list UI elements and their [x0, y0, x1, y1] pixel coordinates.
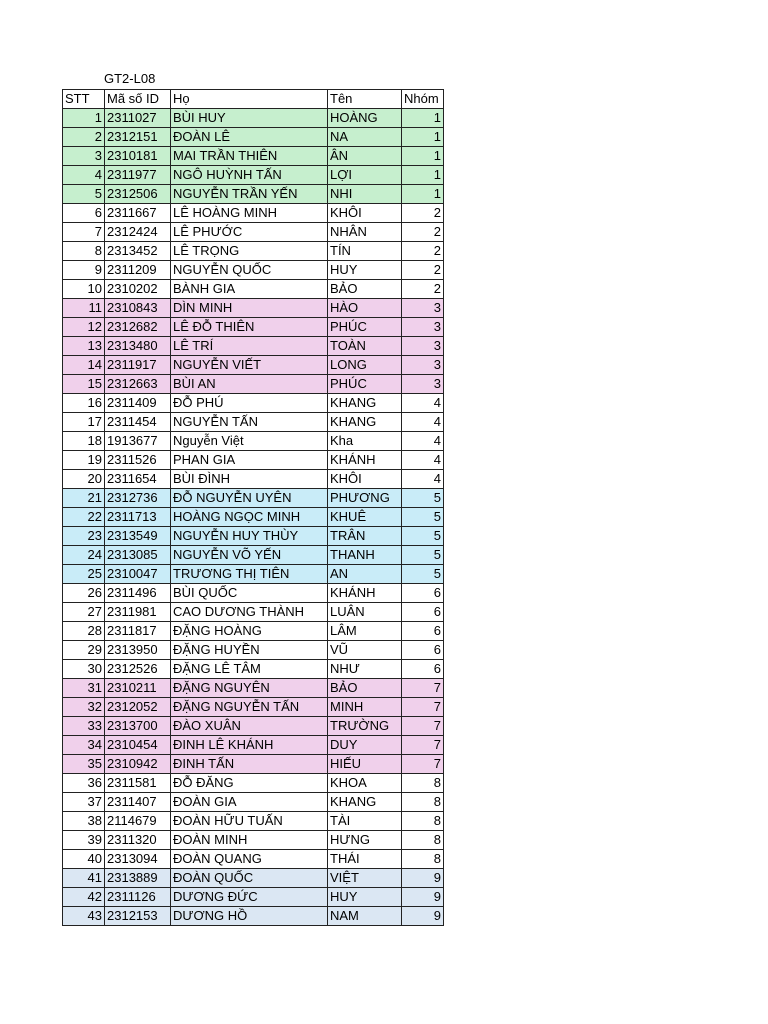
cell-ho[interactable]: LÊ HOÀNG MINH [171, 204, 328, 223]
cell-stt[interactable]: 17 [63, 413, 105, 432]
cell-ten[interactable]: VIỆT [328, 869, 402, 888]
cell-stt[interactable]: 19 [63, 451, 105, 470]
cell-id[interactable]: 2114679 [105, 812, 171, 831]
cell-stt[interactable]: 36 [63, 774, 105, 793]
table-row [63, 660, 444, 679]
cell-ho[interactable]: DƯƠNG ĐỨC [171, 888, 328, 907]
cell-ho[interactable]: CAO DƯƠNG THÀNH [171, 603, 328, 622]
cell-id[interactable]: 2313700 [105, 717, 171, 736]
cell-stt[interactable]: 14 [63, 356, 105, 375]
cell-stt[interactable]: 38 [63, 812, 105, 831]
header-ten[interactable]: Tên [328, 90, 402, 109]
table-row [63, 299, 444, 318]
cell-id[interactable]: 2311126 [105, 888, 171, 907]
cell-nhom[interactable]: 4 [402, 394, 444, 413]
cell-stt[interactable]: 24 [63, 546, 105, 565]
cell-id[interactable]: 2313085 [105, 546, 171, 565]
cell-ten[interactable]: KHUÊ [328, 508, 402, 527]
cell-id[interactable]: 2311713 [105, 508, 171, 527]
cell-nhom[interactable]: 3 [402, 318, 444, 337]
table-row [63, 869, 444, 888]
cell-nhom[interactable]: 1 [402, 128, 444, 147]
cell-id[interactable]: 2311981 [105, 603, 171, 622]
table-row [63, 831, 444, 850]
cell-stt[interactable]: 12 [63, 318, 105, 337]
cell-nhom[interactable]: 7 [402, 717, 444, 736]
cell-ten[interactable]: DUY [328, 736, 402, 755]
cell-ten[interactable]: HÀO [328, 299, 402, 318]
cell-ten[interactable]: AN [328, 565, 402, 584]
cell-id[interactable]: 2313950 [105, 641, 171, 660]
cell-stt[interactable]: 25 [63, 565, 105, 584]
cell-id[interactable]: 2311977 [105, 166, 171, 185]
cell-ho[interactable]: ĐẶNG HOÀNG [171, 622, 328, 641]
table-row [63, 736, 444, 755]
cell-id[interactable]: 2311654 [105, 470, 171, 489]
cell-id[interactable]: 2311409 [105, 394, 171, 413]
cell-id[interactable]: 2311454 [105, 413, 171, 432]
cell-stt[interactable]: 8 [63, 242, 105, 261]
cell-id[interactable]: 2310211 [105, 679, 171, 698]
cell-ho[interactable]: HOÀNG NGỌC MINH [171, 508, 328, 527]
cell-ho[interactable]: NGUYỄN TẤN [171, 413, 328, 432]
cell-id[interactable]: 2310454 [105, 736, 171, 755]
cell-id[interactable]: 2310047 [105, 565, 171, 584]
cell-ho[interactable]: BÙI QUỐC [171, 584, 328, 603]
table-row [63, 679, 444, 698]
table-row [63, 109, 444, 128]
cell-ho[interactable]: ĐOÀN QUANG [171, 850, 328, 869]
cell-ten[interactable]: HUY [328, 888, 402, 907]
cell-ten[interactable]: KHÁNH [328, 584, 402, 603]
cell-id[interactable]: 2312052 [105, 698, 171, 717]
cell-nhom[interactable]: 8 [402, 793, 444, 812]
table-row [63, 850, 444, 869]
cell-stt[interactable]: 34 [63, 736, 105, 755]
cell-ho[interactable]: DƯƠNG HỒ [171, 907, 328, 926]
cell-ho[interactable]: ĐOÀN LÊ [171, 128, 328, 147]
cell-id[interactable]: 2311817 [105, 622, 171, 641]
cell-ten[interactable]: THANH [328, 546, 402, 565]
cell-nhom[interactable]: 5 [402, 489, 444, 508]
cell-ten[interactable]: KHÔI [328, 204, 402, 223]
table-row [63, 793, 444, 812]
cell-ho[interactable]: ĐÀO XUÂN [171, 717, 328, 736]
cell-id[interactable]: 2311526 [105, 451, 171, 470]
table-row [63, 565, 444, 584]
cell-ho[interactable]: LÊ PHƯỚC [171, 223, 328, 242]
cell-ten[interactable]: LONG [328, 356, 402, 375]
cell-id[interactable]: 2312736 [105, 489, 171, 508]
cell-stt[interactable]: 40 [63, 850, 105, 869]
roster-table [62, 89, 444, 926]
cell-id[interactable]: 2310843 [105, 299, 171, 318]
cell-ho[interactable]: LÊ ĐỖ THIÊN [171, 318, 328, 337]
cell-stt[interactable]: 43 [63, 907, 105, 926]
cell-nhom[interactable]: 1 [402, 147, 444, 166]
cell-ho[interactable]: BÙI AN [171, 375, 328, 394]
cell-id[interactable]: 2313094 [105, 850, 171, 869]
table-row [63, 166, 444, 185]
cell-nhom[interactable]: 8 [402, 850, 444, 869]
cell-stt[interactable]: 41 [63, 869, 105, 888]
table-row [63, 888, 444, 907]
cell-nhom[interactable]: 2 [402, 261, 444, 280]
cell-ten[interactable]: BẢO [328, 280, 402, 299]
table-row [63, 147, 444, 166]
cell-stt[interactable]: 37 [63, 793, 105, 812]
cell-id[interactable]: 2312506 [105, 185, 171, 204]
table-row [63, 356, 444, 375]
cell-ten[interactable]: THÁI [328, 850, 402, 869]
cell-nhom[interactable]: 1 [402, 166, 444, 185]
cell-ho[interactable]: ĐẶNG HUYỀN [171, 641, 328, 660]
cell-nhom[interactable]: 4 [402, 413, 444, 432]
cell-stt[interactable]: 10 [63, 280, 105, 299]
cell-ho[interactable]: ĐOÀN MINH [171, 831, 328, 850]
table-row [63, 584, 444, 603]
cell-stt[interactable]: 32 [63, 698, 105, 717]
table-row [63, 603, 444, 622]
cell-ho[interactable]: ĐOÀN QUỐC [171, 869, 328, 888]
table-row [63, 755, 444, 774]
cell-ten[interactable]: HOÀNG [328, 109, 402, 128]
cell-stt[interactable]: 3 [63, 147, 105, 166]
cell-ho[interactable]: BÀNH GIA [171, 280, 328, 299]
cell-nhom[interactable]: 5 [402, 527, 444, 546]
cell-ho[interactable]: ĐẶNG NGUYÊN [171, 679, 328, 698]
cell-id[interactable]: 2313480 [105, 337, 171, 356]
cell-stt[interactable]: 18 [63, 432, 105, 451]
cell-ten[interactable]: LỢI [328, 166, 402, 185]
cell-id[interactable]: 2310942 [105, 755, 171, 774]
table-row [63, 508, 444, 527]
table-row [63, 470, 444, 489]
cell-stt[interactable]: 28 [63, 622, 105, 641]
cell-ten[interactable]: PHƯƠNG [328, 489, 402, 508]
cell-ho[interactable]: ĐỖ PHÚ [171, 394, 328, 413]
cell-ho[interactable]: NGÔ HUỲNH TẤN [171, 166, 328, 185]
cell-ho[interactable]: ĐỖ ĐĂNG [171, 774, 328, 793]
cell-nhom[interactable]: 6 [402, 660, 444, 679]
table-row [63, 223, 444, 242]
cell-nhom[interactable]: 1 [402, 109, 444, 128]
cell-ho[interactable]: BÙI ĐÌNH [171, 470, 328, 489]
cell-nhom[interactable]: 9 [402, 907, 444, 926]
cell-stt[interactable]: 1 [63, 109, 105, 128]
cell-ten[interactable]: NAM [328, 907, 402, 926]
cell-stt[interactable]: 2 [63, 128, 105, 147]
table-row [63, 375, 444, 394]
cell-ten[interactable]: Kha [328, 432, 402, 451]
cell-stt[interactable]: 5 [63, 185, 105, 204]
cell-stt[interactable]: 23 [63, 527, 105, 546]
table-row [63, 128, 444, 147]
cell-ten[interactable]: HIẾU [328, 755, 402, 774]
cell-stt[interactable]: 22 [63, 508, 105, 527]
cell-nhom[interactable]: 2 [402, 223, 444, 242]
cell-ten[interactable]: PHÚC [328, 318, 402, 337]
table-row [63, 337, 444, 356]
table-row [63, 318, 444, 337]
table-row [63, 204, 444, 223]
cell-ho[interactable]: ĐINH LÊ KHÁNH [171, 736, 328, 755]
cell-ho[interactable]: ĐẶNG NGUYỄN TẤN [171, 698, 328, 717]
cell-nhom[interactable]: 5 [402, 546, 444, 565]
cell-nhom[interactable]: 7 [402, 698, 444, 717]
cell-nhom[interactable]: 9 [402, 869, 444, 888]
cell-id[interactable]: 2312526 [105, 660, 171, 679]
table-row [63, 812, 444, 831]
cell-stt[interactable]: 4 [63, 166, 105, 185]
cell-id[interactable]: 2311496 [105, 584, 171, 603]
cell-id[interactable]: 2310202 [105, 280, 171, 299]
cell-id[interactable]: 2312153 [105, 907, 171, 926]
cell-ho[interactable]: TRƯƠNG THỊ TIÊN [171, 565, 328, 584]
cell-ten[interactable]: NA [328, 128, 402, 147]
header-row [63, 90, 444, 109]
cell-stt[interactable]: 30 [63, 660, 105, 679]
cell-ten[interactable]: PHÚC [328, 375, 402, 394]
table-row [63, 261, 444, 280]
cell-stt[interactable]: 39 [63, 831, 105, 850]
cell-stt[interactable]: 27 [63, 603, 105, 622]
header-ho[interactable]: Họ [171, 90, 328, 109]
header-id[interactable]: Mã số ID [105, 90, 171, 109]
cell-nhom[interactable]: 6 [402, 622, 444, 641]
cell-nhom[interactable]: 3 [402, 375, 444, 394]
cell-nhom[interactable]: 2 [402, 242, 444, 261]
cell-nhom[interactable]: 3 [402, 356, 444, 375]
cell-ho[interactable]: PHAN GIA [171, 451, 328, 470]
cell-ten[interactable]: KHÁNH [328, 451, 402, 470]
table-row [63, 774, 444, 793]
cell-stt[interactable]: 42 [63, 888, 105, 907]
cell-stt[interactable]: 26 [63, 584, 105, 603]
cell-stt[interactable]: 11 [63, 299, 105, 318]
cell-stt[interactable]: 20 [63, 470, 105, 489]
cell-nhom[interactable]: 8 [402, 812, 444, 831]
table-row [63, 432, 444, 451]
cell-nhom[interactable]: 8 [402, 831, 444, 850]
cell-ten[interactable]: LUÂN [328, 603, 402, 622]
cell-stt[interactable]: 15 [63, 375, 105, 394]
cell-id[interactable]: 2312682 [105, 318, 171, 337]
cell-id[interactable]: 2311581 [105, 774, 171, 793]
header-stt[interactable]: STT [63, 90, 105, 109]
cell-ten[interactable]: TÍN [328, 242, 402, 261]
cell-ten[interactable]: TOÀN [328, 337, 402, 356]
cell-id[interactable]: 2311320 [105, 831, 171, 850]
cell-ten[interactable]: TRƯỜNG [328, 717, 402, 736]
cell-ten[interactable]: BẢO [328, 679, 402, 698]
cell-stt[interactable]: 29 [63, 641, 105, 660]
cell-nhom[interactable]: 2 [402, 204, 444, 223]
table-row [63, 413, 444, 432]
cell-ho[interactable]: BÙI HUY [171, 109, 328, 128]
cell-ten[interactable]: LÂM [328, 622, 402, 641]
cell-stt[interactable]: 13 [63, 337, 105, 356]
table-row [63, 698, 444, 717]
table-row [63, 185, 444, 204]
cell-nhom[interactable]: 5 [402, 508, 444, 527]
cell-id[interactable]: 2312424 [105, 223, 171, 242]
cell-nhom[interactable]: 6 [402, 584, 444, 603]
cell-id[interactable]: 2313889 [105, 869, 171, 888]
cell-ho[interactable]: MAI TRẦN THIÊN [171, 147, 328, 166]
cell-ho[interactable]: NGUYỄN TRẦN YẾN [171, 185, 328, 204]
cell-ten[interactable]: KHANG [328, 413, 402, 432]
cell-id[interactable]: 2311209 [105, 261, 171, 280]
cell-id[interactable]: 2311027 [105, 109, 171, 128]
cell-id[interactable]: 2311917 [105, 356, 171, 375]
cell-ho[interactable]: NGUYỄN QUỐC [171, 261, 328, 280]
header-nhom[interactable]: Nhóm [402, 90, 444, 109]
cell-nhom[interactable]: 5 [402, 565, 444, 584]
cell-nhom[interactable]: 6 [402, 603, 444, 622]
cell-nhom[interactable]: 4 [402, 432, 444, 451]
cell-ho[interactable]: LÊ TRỌNG [171, 242, 328, 261]
table-row [63, 641, 444, 660]
cell-ho[interactable]: ĐỖ NGUYỄN UYÊN [171, 489, 328, 508]
cell-ho[interactable]: ĐOÀN HỮU TUẤN [171, 812, 328, 831]
cell-nhom[interactable]: 7 [402, 755, 444, 774]
cell-nhom[interactable]: 1 [402, 185, 444, 204]
cell-ho[interactable]: ĐẶNG LÊ TÂM [171, 660, 328, 679]
cell-stt[interactable]: 31 [63, 679, 105, 698]
table-row [63, 280, 444, 299]
cell-ten[interactable]: VŨ [328, 641, 402, 660]
cell-id[interactable]: 2312151 [105, 128, 171, 147]
cell-stt[interactable]: 21 [63, 489, 105, 508]
cell-stt[interactable]: 35 [63, 755, 105, 774]
cell-ho[interactable]: ĐINH TẤN [171, 755, 328, 774]
cell-ten[interactable]: KHOA [328, 774, 402, 793]
cell-id[interactable]: 2312663 [105, 375, 171, 394]
cell-id[interactable]: 2311667 [105, 204, 171, 223]
cell-id[interactable]: 2311407 [105, 793, 171, 812]
cell-ho[interactable]: Nguyễn Việt [171, 432, 328, 451]
cell-ho[interactable]: LÊ TRÍ [171, 337, 328, 356]
cell-ten[interactable]: HUY [328, 261, 402, 280]
cell-nhom[interactable]: 4 [402, 451, 444, 470]
cell-nhom[interactable]: 2 [402, 280, 444, 299]
cell-stt[interactable]: 9 [63, 261, 105, 280]
cell-ho[interactable]: NGUYỄN HUY THÙY [171, 527, 328, 546]
cell-ten[interactable]: KHANG [328, 793, 402, 812]
cell-nhom[interactable]: 7 [402, 736, 444, 755]
cell-ho[interactable]: NGUYỄN VIẾT [171, 356, 328, 375]
cell-ten[interactable]: NHI [328, 185, 402, 204]
table-row [63, 451, 444, 470]
cell-ten[interactable]: ÂN [328, 147, 402, 166]
cell-stt[interactable]: 7 [63, 223, 105, 242]
cell-nhom[interactable]: 8 [402, 774, 444, 793]
cell-ten[interactable]: NHÂN [328, 223, 402, 242]
table-row [63, 622, 444, 641]
cell-nhom[interactable]: 3 [402, 337, 444, 356]
cell-id[interactable]: 1913677 [105, 432, 171, 451]
cell-ten[interactable]: NHƯ [328, 660, 402, 679]
cell-ho[interactable]: DÌN MINH [171, 299, 328, 318]
cell-id[interactable]: 2310181 [105, 147, 171, 166]
cell-ho[interactable]: ĐOÀN GIA [171, 793, 328, 812]
table-row [63, 546, 444, 565]
cell-stt[interactable]: 33 [63, 717, 105, 736]
cell-ten[interactable]: TÀI [328, 812, 402, 831]
cell-nhom[interactable]: 4 [402, 470, 444, 489]
table-row [63, 394, 444, 413]
table-row [63, 242, 444, 261]
cell-stt[interactable]: 6 [63, 204, 105, 223]
cell-id[interactable]: 2313452 [105, 242, 171, 261]
cell-ten[interactable]: HƯNG [328, 831, 402, 850]
cell-ho[interactable]: NGUYỄN VÕ YẾN [171, 546, 328, 565]
table-row [63, 527, 444, 546]
cell-ten[interactable]: KHANG [328, 394, 402, 413]
sheet-title: GT2-L08 [104, 71, 156, 86]
table-row [63, 907, 444, 926]
cell-ten[interactable]: KHÔI [328, 470, 402, 489]
cell-nhom[interactable]: 7 [402, 679, 444, 698]
cell-nhom[interactable]: 9 [402, 888, 444, 907]
roster-body [63, 109, 444, 926]
cell-nhom[interactable]: 6 [402, 641, 444, 660]
cell-id[interactable]: 2313549 [105, 527, 171, 546]
table-row [63, 717, 444, 736]
table-row [63, 489, 444, 508]
cell-nhom[interactable]: 3 [402, 299, 444, 318]
cell-stt[interactable]: 16 [63, 394, 105, 413]
cell-ten[interactable]: MINH [328, 698, 402, 717]
cell-ten[interactable]: TRÂN [328, 527, 402, 546]
